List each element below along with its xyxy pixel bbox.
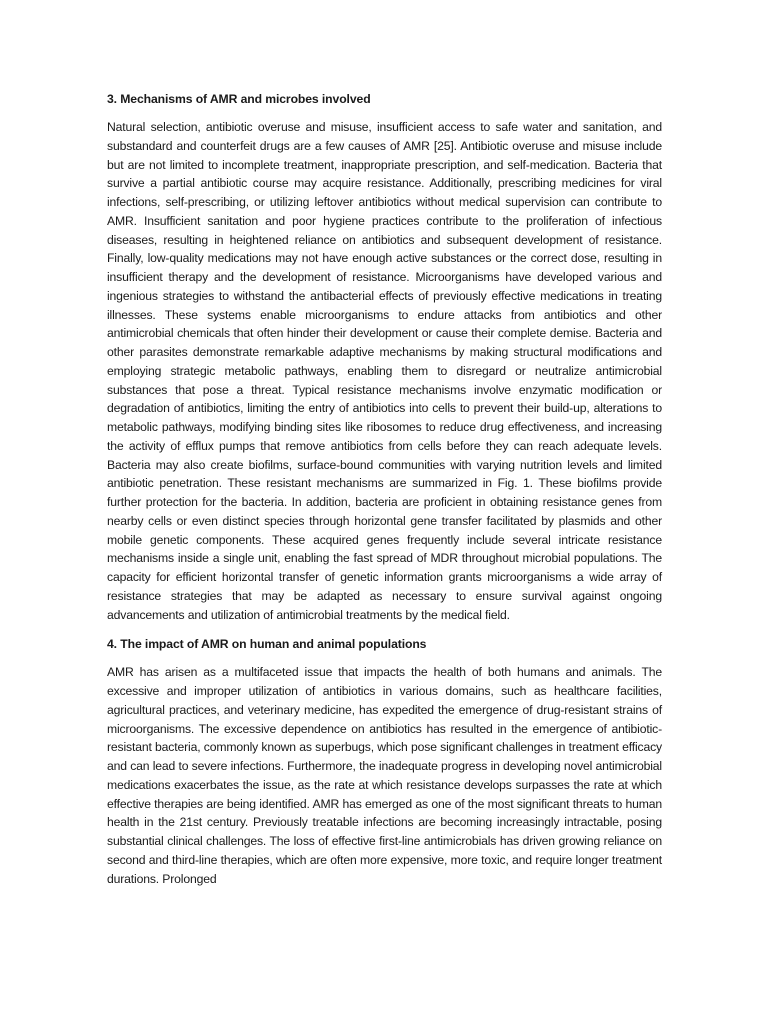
document-page — [107, 89, 662, 888]
section-heading: 3. Mechanisms of AMR and microbes involved — [107, 92, 371, 106]
section-heading: 4. The impact of AMR on human and animal populations — [107, 637, 427, 652]
section-3 — [107, 89, 662, 624]
section-paragraph: AMR has arisen as a multifaceted issue that impacts the health of both humans and animals. The excessive and improper utilization of antibiotics in various domains, such as healthcare facilities, agricultural practices, and veterinary medicine, has expedited the emergence of drug-resistant strains of microorganisms. The excessive dependence on antibiotics has resulted in the emergence of antibiotic-resistant bacteria, commonly known as superbugs, which pose significant challenges in treatment efficacy and can lead to severe infections. Furthermore, the inadequate progress in developing novel antimicrobial medications exacerbates the issue, as the rate at which resistance develops surpasses the rate at which effective therapies are being identified. AMR has emerged as one of the most significant threats to human health in the 21st century. Previously treatable infections are becoming increasingly intractable, posing substantial clinical challenges. The loss of effective first-line antimicrobials has driven growing reliance on second and third-line therapies, which are often more expensive, more toxic, and require longer treatment durations. Prolonged — [107, 665, 662, 886]
section-4 — [107, 634, 662, 888]
section-paragraph: Natural selection, antibiotic overuse and misuse, insufficient access to safe water and sanitation, and substandard and counterfeit drugs are a few causes of AMR [25]. Antibiotic overuse and misuse include but are not limited to incomplete treatment, inappropriate prescription, and self-medication. Bacteria that survive a partial antibiotic course may acquire resistance. Additionally, prescribing medicines for viral infections, self-prescribing, or utilizing leftover antibiotics without medical supervision can contribute to AMR. Insufficient sanitation and poor hygiene practices contribute to the proliferation of infectious diseases, resulting in heightened reliance on antibiotics and subsequent development of resistance. Finally, low-quality medications may not have enough active substances or the correct dose, resulting in insufficient therapy and the development of resistance. Microorganisms have developed various and ingenious strategies to withstand the antibacterial effects of previously effective medications in treating illnesses. These systems enable microorganisms to endure attacks from antibiotics and other antimicrobial chemicals that often hinder their development or cause their complete demise. Bacteria and other parasites demonstrate remarkable adaptive mechanisms by making structural modifications and employing strategic metabolic pathways, enabling them to disregard or neutralize antimicrobial substances that pose a threat. Typical resistance mechanisms involve enzymatic modification or degradation of antibiotics, limiting the entry of antibiotics into cells to prevent their build-up, alterations to metabolic pathways, modifying binding sites like ribosomes to reduce drug effectiveness, and increasing the activity of efflux pumps that remove antibiotics from cells before they can reach adequate levels. Bacteria may also create biofilms, surface-bound communities with varying nutrition levels and limited antibiotic penetration. These resistant mechanisms are summarized in Fig. 1. These biofilms provide further protection for the bacteria. In addition, bacteria are proficient in obtaining resistance genes from nearby cells or even distinct species through horizontal gene transfer facilitated by plasmids and other mobile genetic components. These acquired genes frequently include several intricate resistance mechanisms inside a single unit, enabling the fast spread of MDR throughout microbial populations. The capacity for efficient horizontal transfer of genetic information grants microorganisms a wide array of resistance strategies that may be adapted as necessary to ensure survival against ongoing advancements and utilization of antimicrobial treatments by the medical field. — [107, 120, 662, 622]
